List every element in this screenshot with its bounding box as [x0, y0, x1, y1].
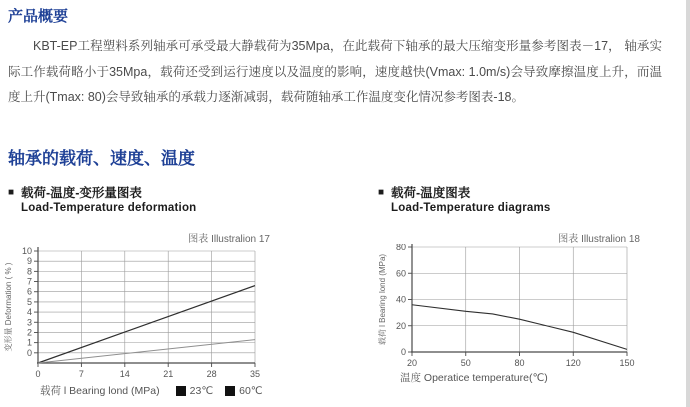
left-chart-heading — [8, 186, 340, 216]
svg-text:4: 4 — [26, 307, 32, 318]
page-title: 产品概要 — [8, 8, 69, 25]
svg-text:10: 10 — [21, 246, 32, 256]
legend-label: 23℃ — [189, 384, 214, 397]
left-chart-block — [4, 186, 340, 397]
svg-text:2: 2 — [26, 327, 32, 338]
square-bullet-icon: ■ — [8, 187, 15, 198]
svg-text:20: 20 — [395, 320, 406, 331]
legend-item-60c — [225, 385, 262, 397]
svg-text:0: 0 — [400, 347, 406, 357]
svg-text:8: 8 — [26, 266, 32, 277]
svg-text:28: 28 — [206, 369, 217, 379]
load-temperature-chart — [376, 244, 644, 370]
right-chart-caption: 图表 Illustralion 18 — [558, 234, 640, 245]
right-chart-heading-en: Load-Temperature diagrams — [391, 202, 551, 214]
svg-text:21: 21 — [163, 369, 174, 379]
svg-text:50: 50 — [460, 358, 471, 368]
square-bullet-icon: ■ — [378, 187, 385, 198]
left-chart-xaxis-row — [40, 383, 263, 398]
svg-text:20: 20 — [406, 358, 418, 368]
right-chart-heading-zh: 载荷-温度图表 — [391, 186, 471, 200]
left-chart-xlabel: 载荷 l Bearing lond (MPa) — [40, 385, 160, 397]
svg-text:35: 35 — [249, 369, 261, 379]
svg-text:7: 7 — [78, 369, 84, 379]
intro-paragraph: KBT-EP工程塑料系列轴承可承受最大静载荷为35Mpa，在此载荷下轴承的最大压缩变形量参考图表－17， 轴承实际工作载荷略小于35Mpa，载荷还受到运行速度以及温度的影响，速度越快(Vmax: 1.0m/s)会导致摩擦温度上升，而温度上升(Tmax: 80)会导致轴承的承载力逐渐减弱，载荷随轴承工作温度变化情况参考图表-18。 — [8, 39, 662, 104]
legend-label: 60℃ — [239, 384, 263, 397]
left-chart-heading-zh: 载荷-温度-变形量图表 — [21, 186, 142, 200]
svg-text:0: 0 — [35, 369, 41, 379]
svg-text:1: 1 — [26, 337, 32, 348]
svg-text:60: 60 — [395, 268, 406, 279]
right-chart-xaxis-row — [400, 370, 548, 385]
svg-text:3: 3 — [26, 317, 32, 328]
right-chart-heading — [378, 186, 668, 216]
svg-text:40: 40 — [395, 294, 406, 305]
right-chart-xlabel: 温度 Operatice temperature(℃) — [400, 372, 548, 384]
svg-text:80: 80 — [514, 358, 525, 368]
legend-item-23c — [176, 385, 213, 397]
legend-swatch-icon — [176, 386, 186, 396]
left-chart-legend — [176, 385, 263, 397]
deformation-chart — [2, 244, 270, 384]
svg-text:80: 80 — [395, 244, 406, 252]
svg-text:载荷 l Bearing lond (MPa): 载荷 l Bearing lond (MPa) — [378, 253, 387, 346]
svg-text:5: 5 — [26, 296, 32, 307]
svg-text:6: 6 — [26, 286, 32, 297]
left-chart-heading-en: Load-Temperature deformation — [21, 202, 197, 214]
svg-text:14: 14 — [119, 369, 130, 379]
svg-text:变形量 Deformation ( % ): 变形量 Deformation ( % ) — [4, 262, 13, 352]
svg-text:9: 9 — [26, 256, 32, 267]
page-edge-strip — [686, 0, 690, 407]
right-chart-block — [378, 186, 668, 384]
left-chart-caption: 图表 Illustralion 17 — [188, 234, 270, 245]
legend-swatch-icon — [225, 386, 235, 396]
section-title: 轴承的载荷、速度、温度 — [8, 149, 195, 168]
svg-text:0: 0 — [26, 347, 32, 358]
svg-text:150: 150 — [619, 358, 635, 368]
svg-text:120: 120 — [565, 358, 581, 368]
svg-text:7: 7 — [26, 276, 32, 287]
